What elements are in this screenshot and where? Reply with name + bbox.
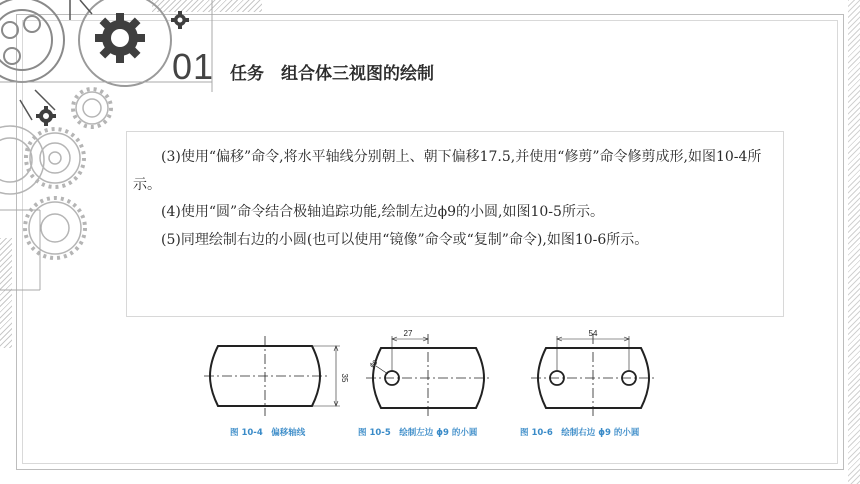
small-gear-icon xyxy=(171,11,189,29)
instruction-text-box xyxy=(126,131,784,317)
page-title: 任务 组合体三视图的绘制 xyxy=(230,64,434,84)
figures-row xyxy=(190,322,710,442)
step-4-paragraph: (4)使用“圆”命令结合极轴追踪功能,绘制左边ϕ9的小圆,如图10-5所示。 xyxy=(161,204,604,220)
figure-10-5-dia: ϕ9 xyxy=(368,359,380,370)
figure-10-4-caption: 图 10-4 偏移轴线 xyxy=(230,428,306,438)
step-3-paragraph: (3)使用“偏移”命令,将水平轴线分别朝上、朝下偏移17.5,并使用“修剪”命令修剪成形,如图10-4所示。 xyxy=(133,149,762,193)
decorative-hatch-right xyxy=(848,0,860,484)
step-5-paragraph: (5)同理绘制右边的小圆(也可以使用“镜像”命令或“复制”命令),如图10-6所示。 xyxy=(161,231,649,248)
figure-10-6-caption: 图 10-6 绘制右边 ϕ9 的小圆 xyxy=(520,428,640,438)
section-number: 01 xyxy=(172,46,215,87)
figure-10-4-drawing xyxy=(204,336,340,416)
figure-10-6-dim: 54 xyxy=(588,329,598,338)
figure-10-6-drawing xyxy=(531,334,657,418)
figure-10-4-dim: 35 xyxy=(340,373,349,383)
figure-10-5-caption: 图 10-5 绘制左边 ϕ9 的小圆 xyxy=(358,428,478,438)
gear-icon xyxy=(95,13,145,63)
figure-10-5-drawing xyxy=(366,334,492,418)
figure-10-5-dim: 27 xyxy=(403,329,413,338)
